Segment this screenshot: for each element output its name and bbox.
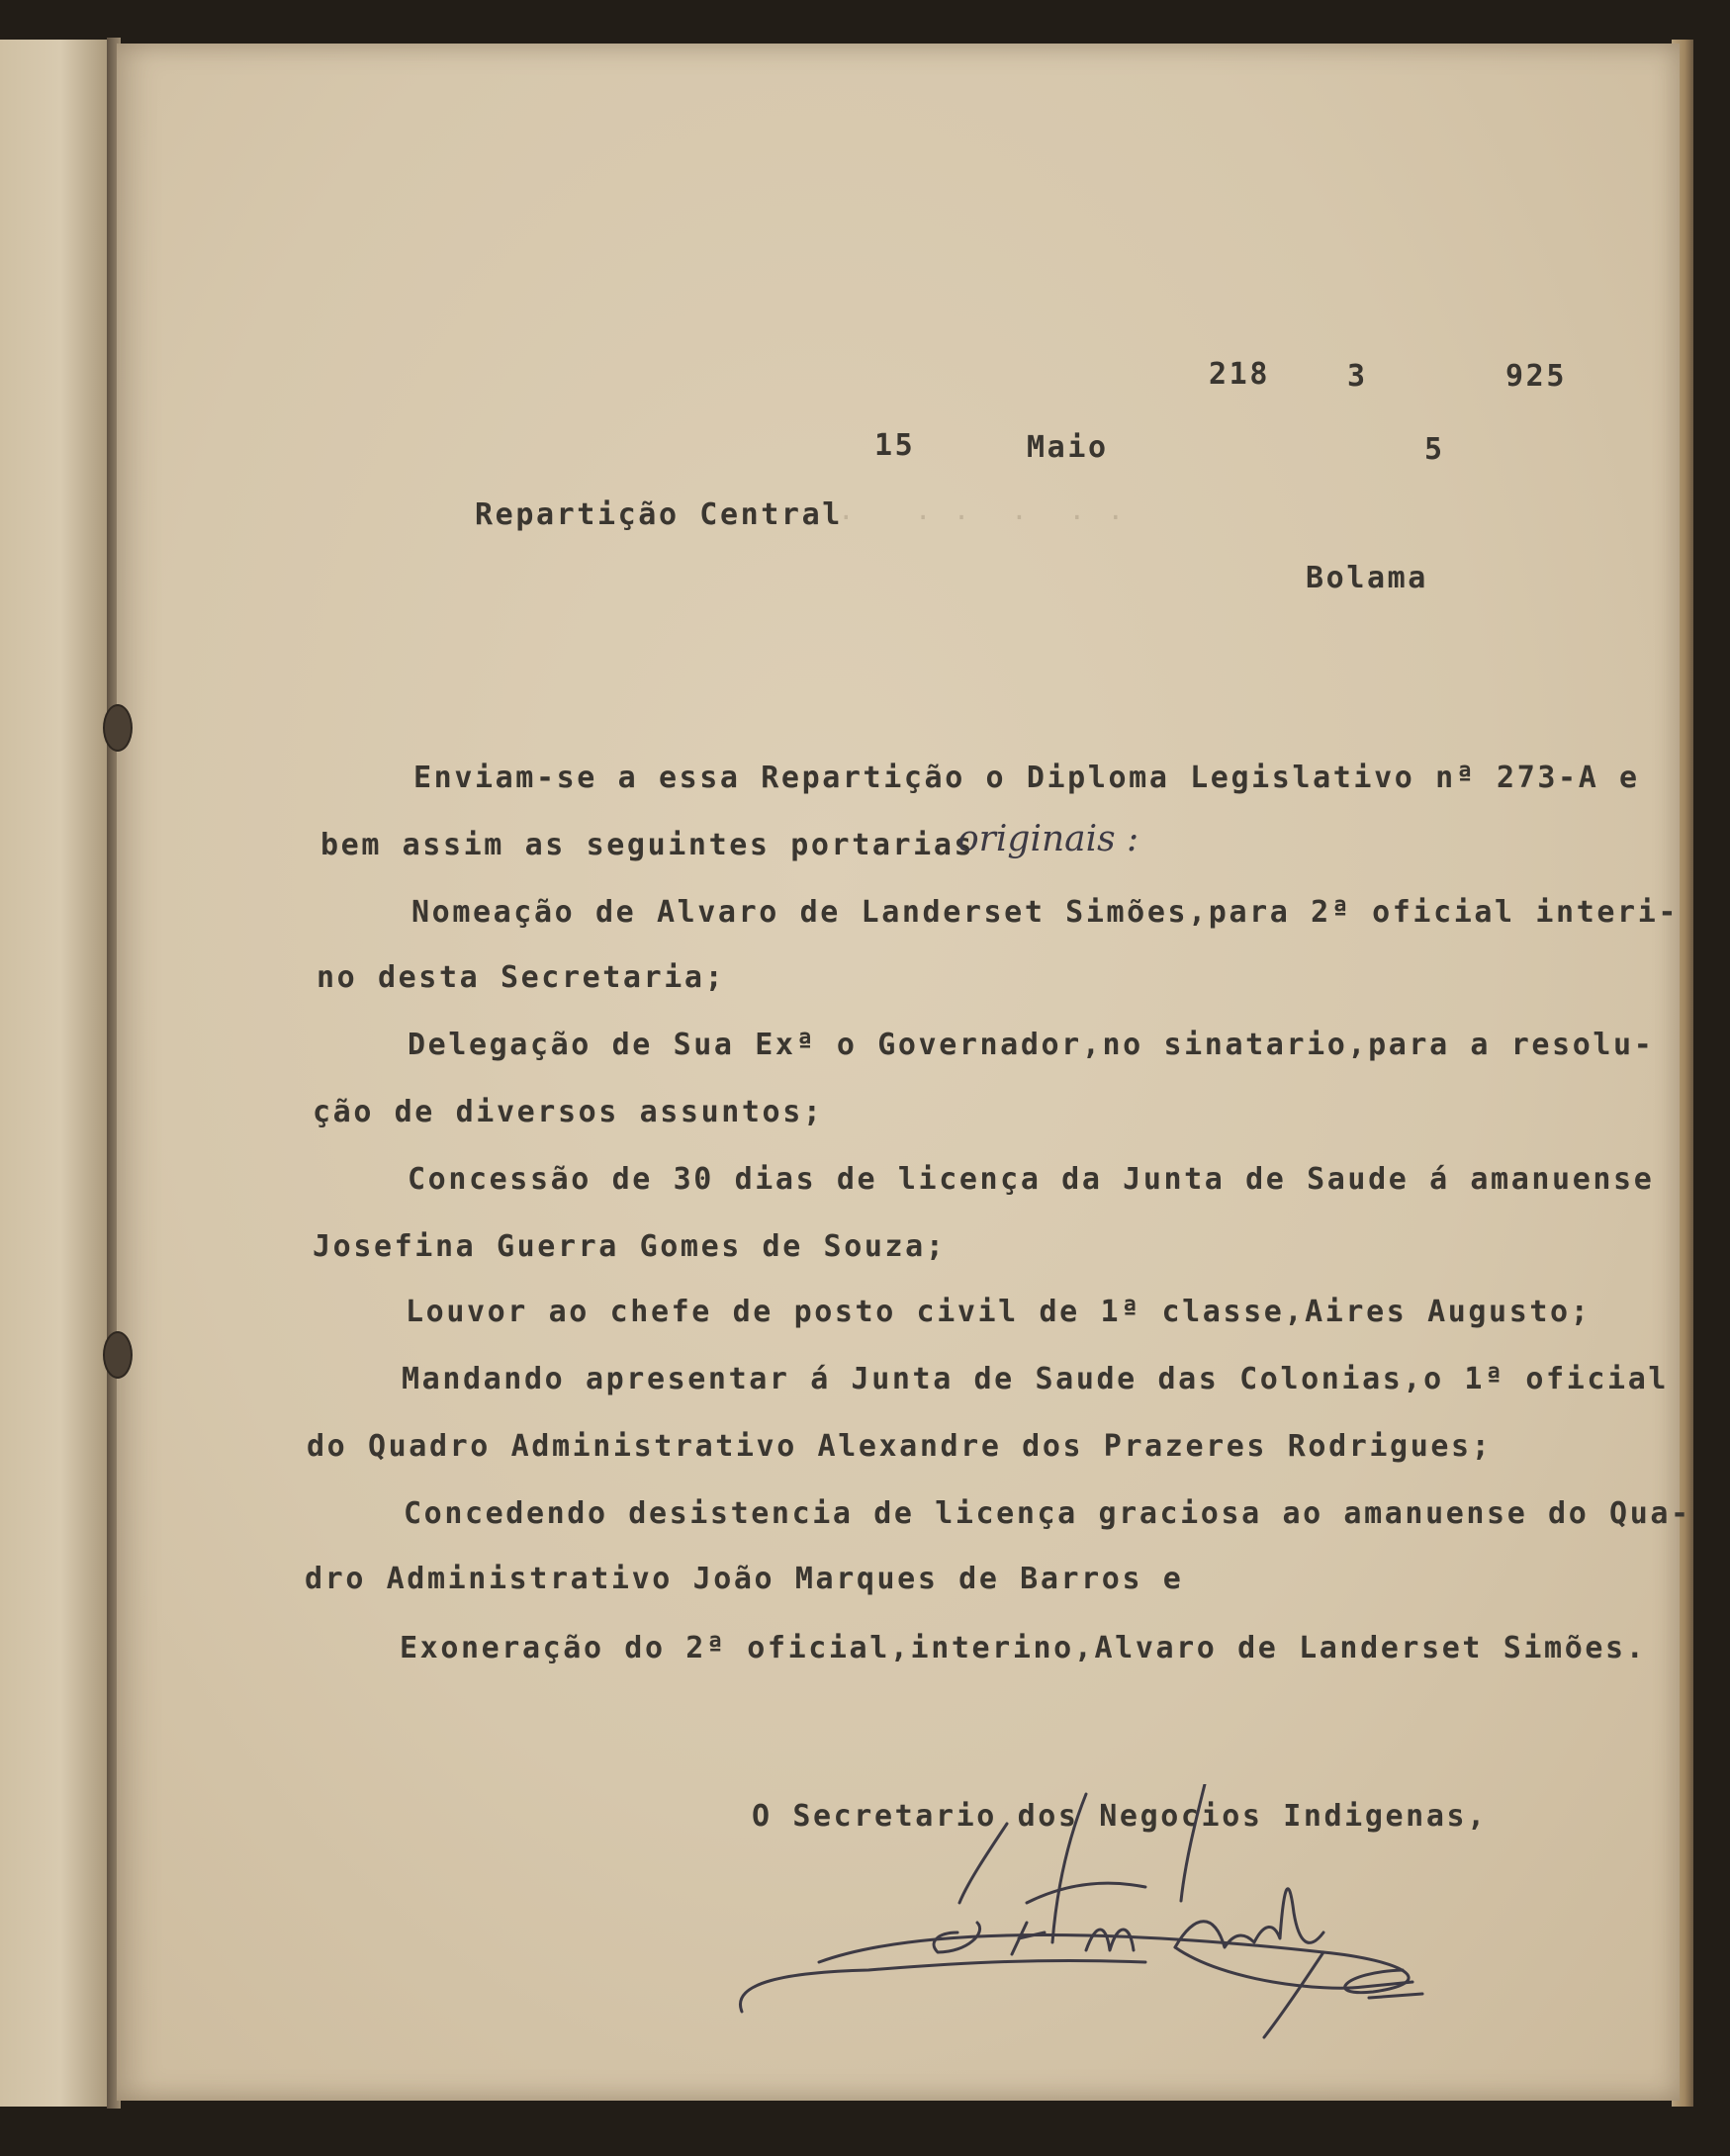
- item-1-line-2: no desta Secretaria;: [317, 960, 726, 995]
- date-month: Maio: [1027, 430, 1109, 465]
- handwritten-insert: originais :: [957, 819, 1139, 859]
- date-year-digit: 5: [1424, 432, 1445, 467]
- item-3-line-1: Concessão de 30 dias de licença da Junta de Saude á amanuense: [408, 1162, 1655, 1197]
- item-5-line-1: Mandando apresentar á Junta de Saude das Colonias,o 1ª oficial: [402, 1362, 1670, 1396]
- item-4-line-1: Louvor ao chefe de posto civil de 1ª classe,Aires Augusto;: [406, 1295, 1592, 1329]
- bleed-through-text: . . . . . .: [799, 494, 1127, 526]
- recipient-location: Bolama: [1306, 561, 1428, 595]
- item-6-line-1: Concedendo desistencia de licença graciosa ao amanuense do Qua-: [404, 1496, 1691, 1531]
- document-page: [117, 44, 1691, 2101]
- reference-number: 218: [1209, 357, 1270, 392]
- item-2-line-1: Delegação de Sua Exª o Governador,no sinatario,para a resolu-: [408, 1028, 1655, 1062]
- date-day: 15: [874, 428, 916, 463]
- reference-year: 925: [1505, 359, 1567, 394]
- signatory-title: O Secretario dos Negocios Indigenas,: [752, 1799, 1488, 1834]
- left-page-edge: [0, 40, 113, 2107]
- binding-hole-bottom: [103, 1331, 133, 1379]
- binding-hole-top: [103, 704, 133, 752]
- item-5-line-2: do Quadro Administrativo Alexandre dos Prazeres Rodrigues;: [307, 1429, 1493, 1464]
- reference-sub-number: 3: [1347, 359, 1368, 394]
- intro-line-1: Enviam-se a essa Repartição o Diploma Legislativo nª 273-A e: [413, 761, 1640, 795]
- item-2-line-2: ção de diversos assuntos;: [313, 1095, 824, 1129]
- item-6-line-2: dro Administrativo João Marques de Barros e: [305, 1562, 1184, 1596]
- item-3-line-2: Josefina Guerra Gomes de Souza;: [313, 1229, 947, 1264]
- item-7-line-1: Exoneração do 2ª oficial,interino,Alvaro de Landerset Simões.: [400, 1631, 1647, 1665]
- item-1-line-1: Nomeação de Alvaro de Landerset Simões,para 2ª oficial interi-: [411, 895, 1680, 930]
- recipient-department: Repartição Central: [475, 497, 843, 532]
- intro-line-2: bem assim as seguintes portarias: [320, 828, 975, 862]
- handwritten-signature: [730, 1784, 1502, 2041]
